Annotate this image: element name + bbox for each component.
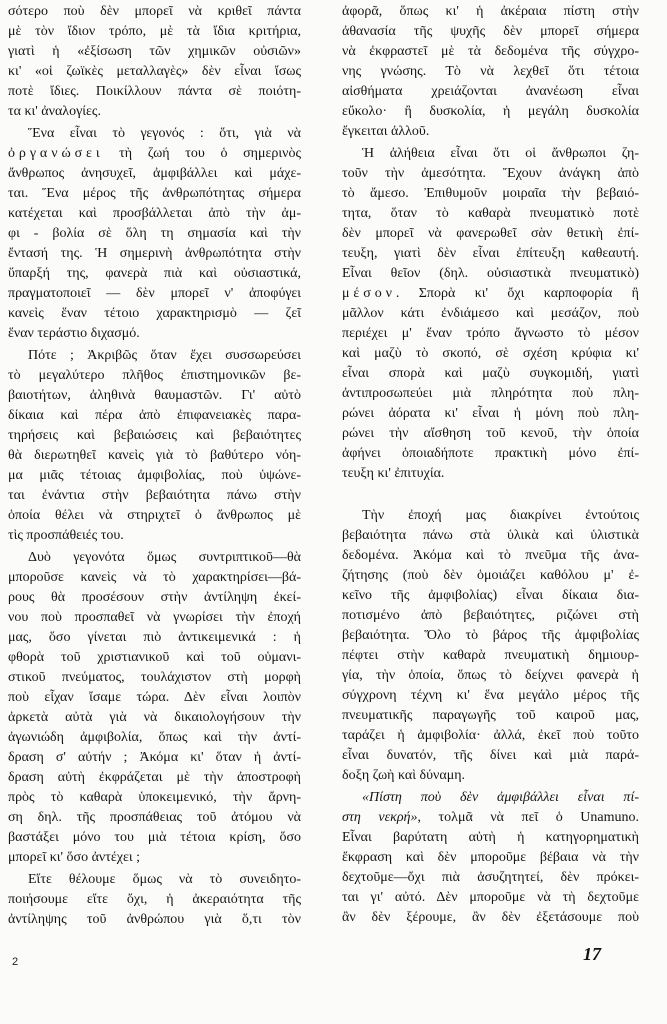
- text-line: μπορεῖ κι' ὅσο ἀντέχει ;: [8, 850, 141, 865]
- text-line: τὸ μεγαλύτερο πλῆθος ἐπιστημονικῶν βε-: [8, 368, 301, 383]
- text-line: ἀντιπροσωπεύει μιὰ πληρότητα ποὺ πλη-: [342, 386, 639, 401]
- text-line: εἶναι δυνατόν, τῆς δίνει καὶ μιὰ παρά-: [342, 748, 639, 763]
- text-line: Εἶναι θεῖον (δηλ. οὐσιαστικὰ πνευματικὸ): [342, 266, 639, 281]
- text-line: τηρήσεις καὶ βεβαιώσεις καὶ βεβαιότητες: [8, 428, 301, 443]
- text-line: ταράζει ἡ ἀμφιβολία· ἀλλά, ἐκεῖ ποὺ τοῦτο: [342, 728, 639, 743]
- text-line: [8, 144, 301, 164]
- text-line: κανεὶς ἕναν τέτοιο χαρακτηρισμὸ — ζεῖ: [8, 306, 301, 321]
- text-line: τητα, ὅταν τὸ καθαρὰ πνευματικὸ ποτὲ: [342, 206, 639, 221]
- text-line: [342, 808, 639, 828]
- text-line: γία, τὴν ὁποία, ὅπως τὸ δείχνει φανερὰ ἡ: [342, 668, 639, 683]
- text-line: εὔκολο· ἢ δυσκολία, ἡ μεγάλη δυσκολία: [342, 104, 639, 119]
- paragraph: [8, 870, 301, 930]
- text-line: ἀφήνει ὁποιαδήποτε πρακτικὴ μόνο ἐπί-: [342, 446, 639, 461]
- text-line: δεδομένα. Ἀκόμα καὶ τὸ πνεῦμα τῆς ἀνα-: [342, 548, 639, 563]
- text-line: ζήτησης (ποὺ δὲν ὁμοιάζει καθόλου μ' ἐ-: [342, 568, 639, 583]
- text-line: ἀγωνιώδη ἀμφιβολία, ὅπως καὶ τὴν ἀντί-: [8, 730, 301, 745]
- text-line: βαιοτήτων, ἀληθινὰ θαυμαστῶν. Γι' αὐτὸ: [8, 388, 301, 403]
- text-line: ἕναν τεράστιο διχασμό.: [8, 326, 140, 341]
- text-line: ται γι' αὐτό. Δὲν μποροῦμε νὰ τὴ δεχτοῦμε: [342, 890, 639, 905]
- text-line: Πότε ; Ἀκριβῶς ὅταν ἔχει συσσωρεύσει: [28, 348, 301, 363]
- text-line: ται. Ἕνα μέρος τῆς ἀνθρωπότητας σήμερα: [8, 186, 301, 201]
- text-line: ἄνθρωπος ἀνησυχεῖ, ἀμφιβάλλει καὶ μάχε-: [8, 166, 301, 181]
- text-line: ρώνει ἀόρατα κι' εἶναι ἡ μόνη ποὺ πλη-: [342, 406, 639, 421]
- text-line: πέφτει στὴν καθαρὰ πνευματικὴ δημιουρ-: [342, 648, 639, 663]
- text-line: φι - βολία σὲ ὅλη τη σημασία καὶ τὴν: [8, 226, 301, 241]
- text-line: ποιήσουμε εἴτε ὄχι, ἡ ἀκεραιότητα τῆς: [8, 892, 301, 907]
- text-line: τα κι' ἀναλογίες.: [8, 104, 101, 119]
- text-line: τὸ ἄμεσο. Ἐπιθυμοῦν μοιραῖα τὴν βεβαιό-: [342, 186, 639, 201]
- text-line: δοξη ζωὴ καὶ δύναμη.: [342, 768, 466, 783]
- paragraph: [8, 124, 301, 344]
- text-line: ποτὲ ἴδιες. Ποικίλλουν πάντα σὲ ποιότη-: [8, 84, 301, 99]
- text-line: Εἴτε θέλουμε ὅμως νὰ τὸ συνειδητο-: [28, 872, 301, 887]
- paragraph: [8, 346, 301, 546]
- text-line: τοῦν τὴν ἀμεσότητα. Ἔχουν ἀνάγκη ἀπὸ: [342, 166, 639, 181]
- text-line: σότερο ποὺ δὲν μπορεῖ νὰ κριθεῖ πάντα: [8, 4, 301, 19]
- text-line: ποὺ εἶχαν ἴσαμε τώρα. Δὲν εἶναι λοιπὸν: [8, 690, 301, 705]
- text-line: εἶναι σπορὰ καὶ μαζὺ συγκομιδή, γιατὶ: [342, 366, 639, 381]
- text-line: τευξη, γιατὶ δὲν εἶναι ἐπίτευξη καθεαυτή.: [342, 246, 639, 261]
- text-line: κατέχεται καὶ προσβάλλεται ἀπὸ τὴν ἀμ-: [8, 206, 301, 221]
- italic-text: στη νεκρή»: [342, 810, 418, 825]
- text-line: ση δηλ. τῆς προσπάθειας τοῦ ἀτόμου νὰ: [8, 810, 301, 825]
- text-segment: . Σπορὰ κι' ὄχι καρποφορία ἢ: [395, 286, 639, 301]
- text-line: δεχτοῦμε—ὄχι πιὰ ἀσυζητητεί, δὲν πρόκει-: [342, 870, 639, 885]
- text-line: ὕπαρξή της, φανερὰ πιὰ καὶ οὐσιαστικά,: [8, 266, 301, 281]
- text-line: ἔγκειται ἀλλοῦ.: [342, 124, 430, 139]
- text-line: σύγχρονη τέχνη κι' ἕνα μεγάλο μέρος τῆς: [342, 688, 639, 703]
- text-line: ἀθανασία τῆς ψυχῆς δὲν μπορεῖ σήμερα: [342, 24, 639, 39]
- text-line: κι' «οἱ ζωϊκὲς μεταλλαγὲς» δὲν εἶναι ἴσως: [8, 64, 301, 79]
- text-line: μᾶλλον κάτι ἐνδιάμεσο καὶ μεσάζον, ποὺ: [342, 306, 639, 321]
- paragraph: [342, 2, 639, 142]
- text-line: πραγματοποιεῖ — δὲν μπορεῖ ν' ἀποφύγει: [8, 286, 301, 301]
- text-line: ποτισμένο ἀπὸ βεβαιότητες, ριζώνει στὴ: [342, 608, 639, 623]
- text-line: στικοῦ πνεύματος, τουλάχιστον στὴ μορφὴ: [8, 670, 301, 685]
- text-line: μποροῦσε κανεὶς νὰ τὸ χαρακτηρίσει—βά-: [8, 570, 301, 585]
- text-segment: τὴ ζωή του ὁ σημερινὸς: [103, 146, 301, 161]
- text-line: Ἕνα εἶναι τὸ γεγονός : ὅτι, γιὰ νὰ: [28, 126, 301, 141]
- text-line: τευξη κι' ἐπιτυχία.: [342, 466, 445, 481]
- text-line: μας, ὅσο γίνεται πιὸ ἀντικειμενικά : ἡ: [8, 630, 301, 645]
- text-line: βεβαιότητα. Ὅλο τὸ βάρος τῆς ἀμφιβολίας: [342, 628, 639, 643]
- text-line: Εἶναι βαρύτατη αὐτὴ ἡ κατηγορηματικὴ: [342, 830, 639, 845]
- text-line: Ἡ ἀλήθεια εἶναι ὅτι οἱ ἄνθρωποι ζη-: [362, 146, 639, 161]
- text-line: βαστάξει μόνο του μιὰ τέτοια κρίση, ὅσο: [8, 830, 301, 845]
- text-line: μα μιᾶς τέτοιας ἀμφιβολίας, ποὺ ὑψώνε-: [8, 468, 301, 483]
- text-line: νὰ ἐκφραστεῖ μὲ τὰ δεδομένα τῆς σύγχρο-: [342, 44, 639, 59]
- text-line: ἀντίληψης τοῦ ἀνθρώπου γιὰ ὅ,τι τὸν: [8, 912, 301, 927]
- letterspaced-text: ὀργανώσει: [8, 146, 104, 161]
- text-line: δραση αὐτὴ ἐκφράζεται μὲ τὴν ἀποστροφὴ: [8, 770, 301, 785]
- right-column: [342, 2, 639, 928]
- text-line: περιέχει μ' ἕναν τρόπο ἄγνωστο τὸ μέσον: [342, 326, 639, 341]
- left-column: [8, 2, 301, 930]
- text-line: νου ποὺ προσπαθεῖ νὰ γνωρίσει τὴν ἐποχή: [8, 610, 301, 625]
- text-line: θὰ διερωτηθεῖ κανεὶς γιὰ τὸ βαθύτερο νόη-: [8, 448, 301, 463]
- text-line: κεῖνο τῆς ἀμφιβολίας) εἶναι δίκαια δια-: [342, 588, 639, 603]
- text-line: ἔκφραση καὶ δὲν μποροῦμε βέβαια νὰ τὴν: [342, 850, 639, 865]
- text-line: καὶ μαζὺ τὸ σκοπό, σὲ σχέση κρύφια κι': [342, 346, 639, 361]
- text-line: ρώνει τὴν αἴσθηση τοῦ κενοῦ, τὴν ὁποία: [342, 426, 639, 441]
- text-line: Δυὸ γεγονότα ὅμως συντριπτικοῦ—θὰ: [28, 550, 301, 565]
- text-line: ἀρκετὰ αὐτὰ γιὰ νὰ δικαιολογήσουν τὴν: [8, 710, 301, 725]
- paragraph: [8, 2, 301, 122]
- signature-mark: 2: [12, 956, 19, 968]
- text-line: [342, 788, 639, 808]
- text-segment: , τολμᾶ νὰ πεῖ ὁ Unamuno.: [417, 810, 639, 825]
- text-line: βεβαιότητα πάνω στὰ ὑλικὰ καὶ ὑλιστικὰ: [342, 528, 639, 543]
- text-line: φθορὰ τοῦ χριστιανικοῦ καὶ τοῦ οὑμανι-: [8, 650, 301, 665]
- letterspaced-text: μέσον: [342, 286, 396, 301]
- text-line: τὶς προσπάθειές του.: [8, 528, 124, 543]
- italic-text: «Πίστη ποὺ δὲν ἀμφιβάλλει εἶναι πί-: [362, 790, 639, 805]
- paragraph: [8, 548, 301, 868]
- paragraph: [342, 144, 639, 484]
- paragraph: [342, 788, 639, 928]
- text-line: δίκαια καὶ πέρα ἀπὸ ἐπιφανειακὲς παρα-: [8, 408, 301, 423]
- text-line: ται ἐνάντια στὴν βεβαιότητα πάνω στὴν: [8, 488, 301, 503]
- text-line: ἔντασή της. Ἡ σημερινὴ ἀνθρωπότητα στὴν: [8, 246, 301, 261]
- text-line: ὁποία θέλει νὰ στηριχτεῖ ὁ ἄνθρωπος μὲ: [8, 508, 301, 523]
- text-line: πνευματικῆς παραγωγῆς τοῦ καιροῦ μας,: [342, 708, 639, 723]
- text-line: [342, 284, 639, 304]
- text-line: δὲν μπορεῖ νὰ φανερωθεῖ σὰν θετικὴ ἐπί-: [342, 226, 639, 241]
- page-number: 17: [583, 944, 601, 964]
- text-line: πρὸς τὸ καθαρὰ ὑποκειμενικό, τὴν ἄρνη-: [8, 790, 301, 805]
- text-line: ἀφορᾶ, ὅπως κι' ἡ ἀκέραια πίστη στὴν: [342, 4, 639, 19]
- text-line: δραση σ' αὐτήν ; Ἀκόμα κι' ὅταν ἡ ἀντί-: [8, 750, 301, 765]
- text-line: Τὴν ἐποχή μας διακρίνει ἐντούτοις: [362, 508, 639, 523]
- text-line: νης γνώσης. Τὸ νὰ λεχθεῖ ὅτι τέτοια: [342, 64, 639, 79]
- paragraph: [342, 506, 639, 786]
- text-line: μὲ τὸν ἴδιον τρόπο, μὲ τὰ ἴδια κριτήρια,: [8, 24, 301, 39]
- text-line: ρους θὰ προσέσουν στὴν ἀντίληψη ἐκεί-: [8, 590, 301, 605]
- text-line: αἰσθήματα χρειάζονται ἀνανέωση εἶναι: [342, 84, 639, 99]
- text-line: ἂν δὲν ξέρουμε, ἂν δὲν ἐξετάσουμε ποὺ: [342, 910, 639, 925]
- text-line: γιατὶ ἡ «ἐξίσωση τῶν χημικῶν οὐσιῶν»: [8, 44, 301, 59]
